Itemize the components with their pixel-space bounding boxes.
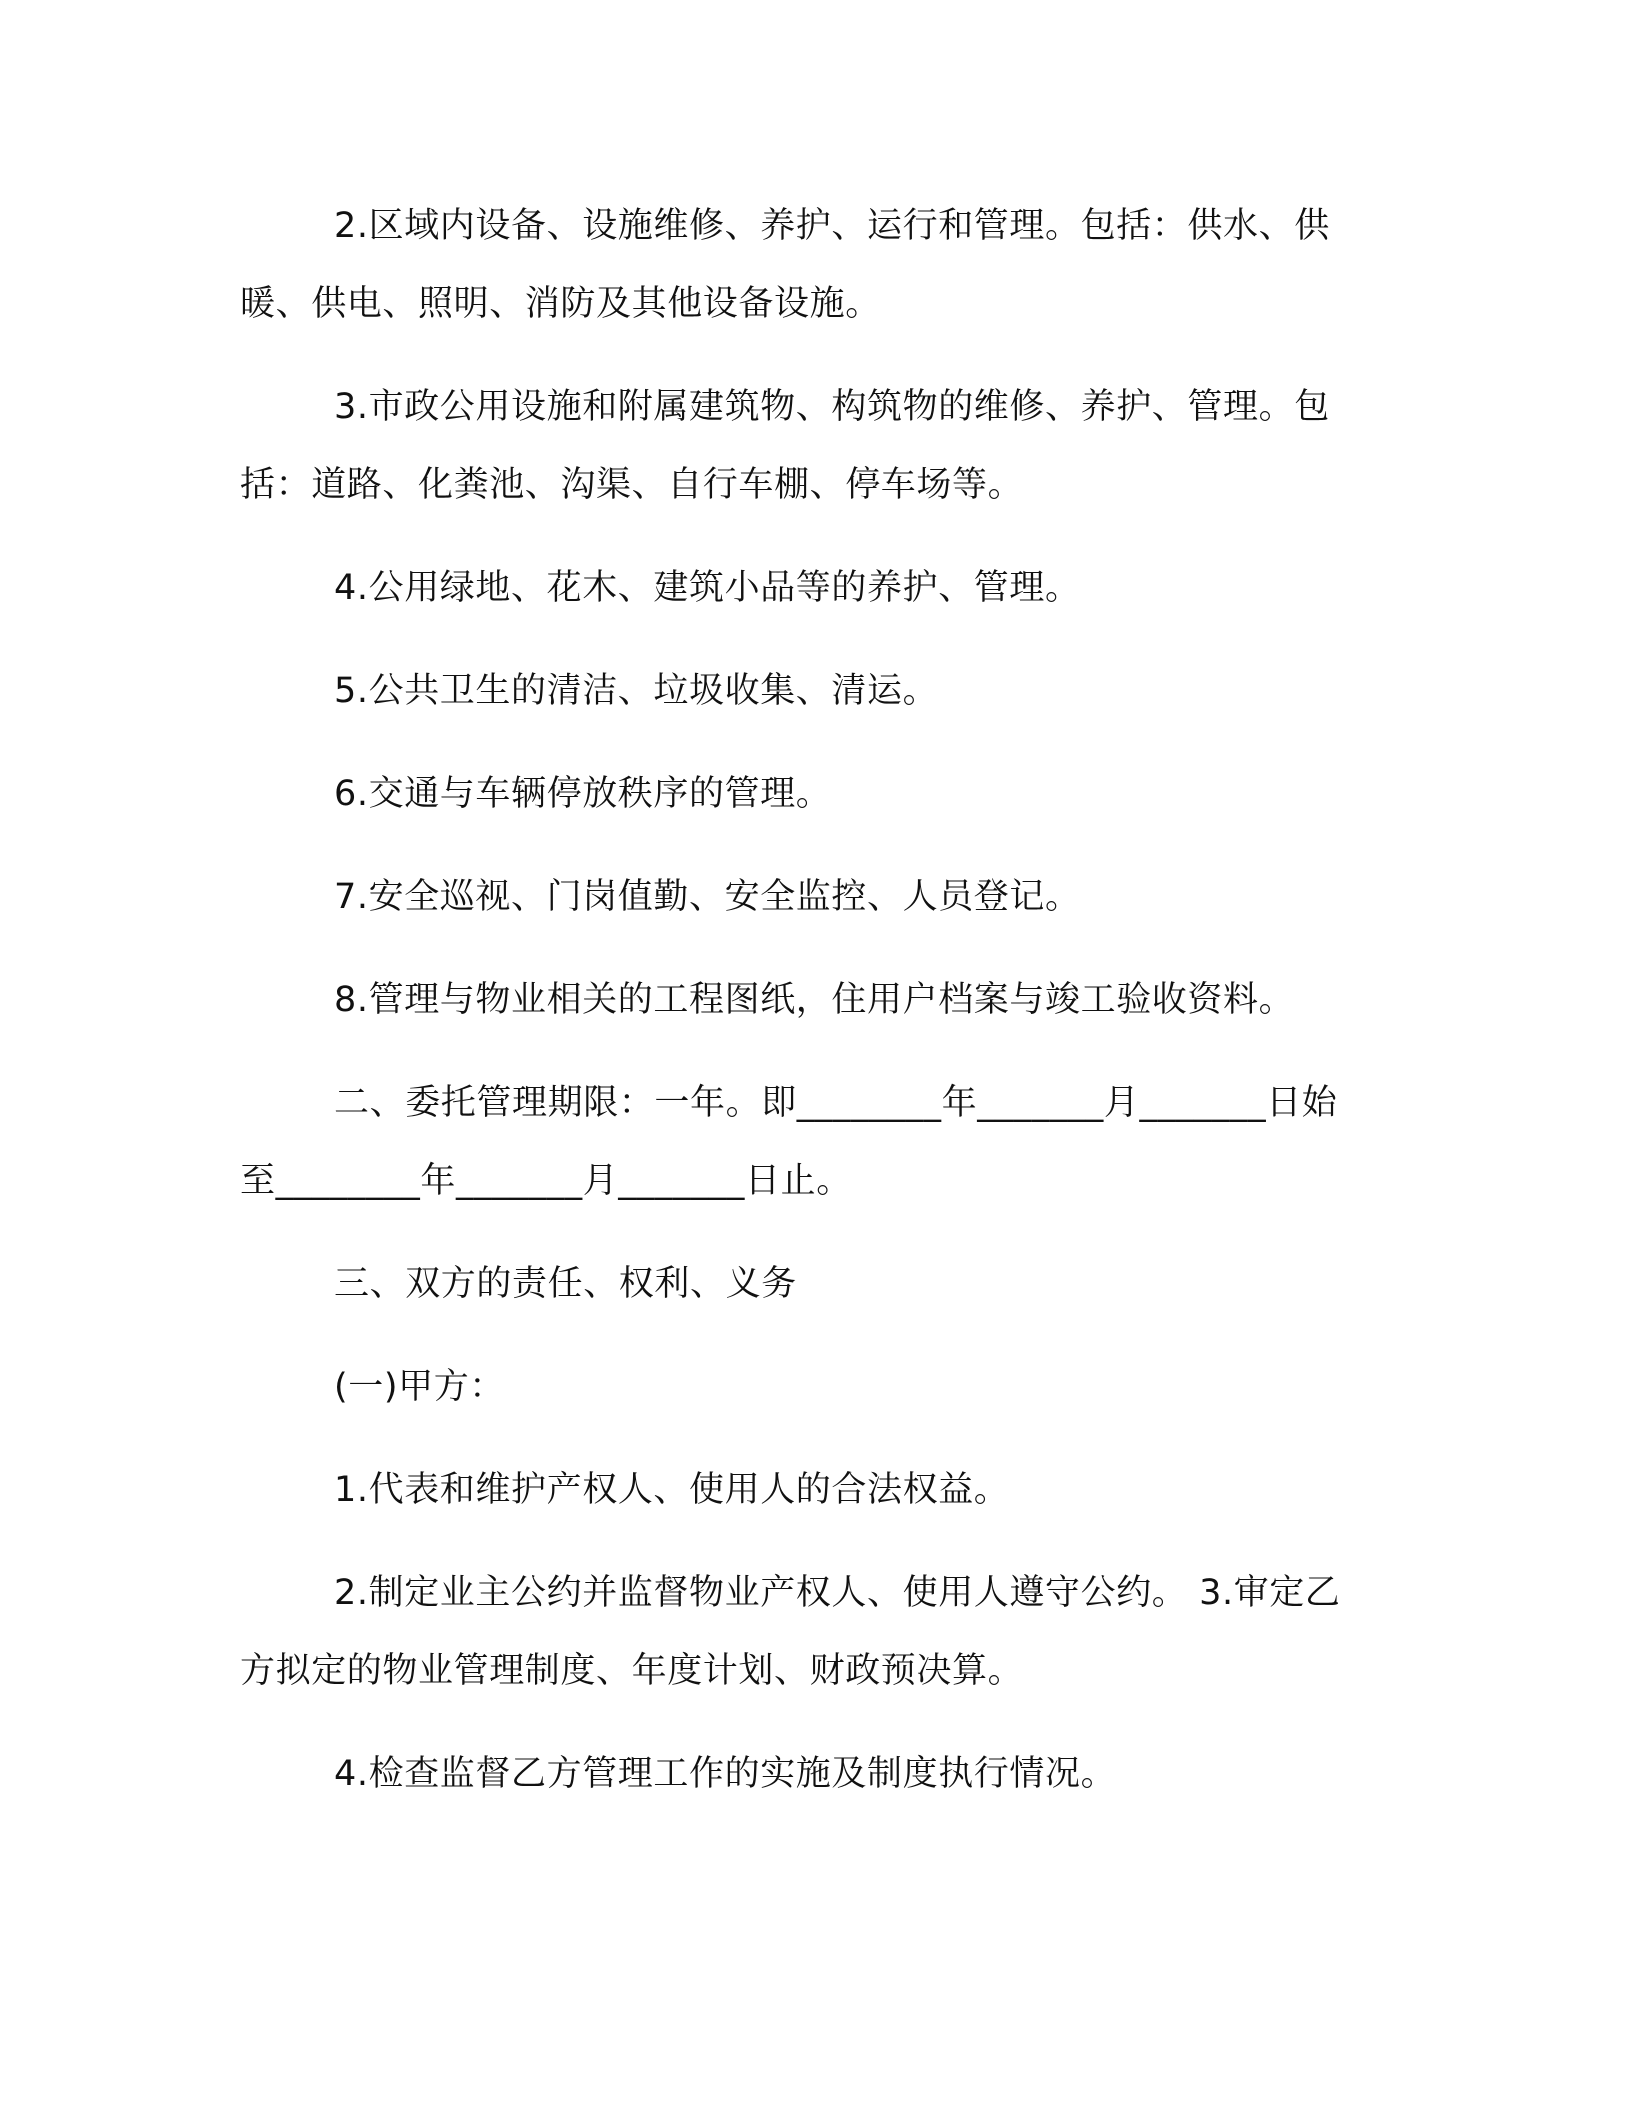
paragraph-item-6: 6.交通与车辆停放秩序的管理。 — [334, 774, 832, 814]
paragraph-item-3: 3.市政公用设施和附属建筑物、构筑物的维修、养护、管理。包括：道路、化粪池、沟渠、自行车棚、停车场等。 — [240, 387, 1330, 505]
section-entrust-period: 二、委托管理期限：一年。即________年_______月_______日始至________年_______月_______日止。 — [240, 1083, 1338, 1201]
party-a-item-2-3: 2.制定业主公约并监督物业产权人、使用人遵守公约。 3.审定乙方拟定的物业管理制度、年度计划、财政预决算。 — [240, 1573, 1341, 1691]
section-heading-responsibilities: 三、双方的责任、权利、义务 — [334, 1264, 797, 1304]
paragraph-item-4: 4.公用绿地、花木、建筑小品等的养护、管理。 — [334, 568, 1081, 608]
subsection-heading-party-a: (一)甲方： — [334, 1367, 505, 1407]
paragraph-item-5: 5.公共卫生的清洁、垃圾收集、清运。 — [334, 671, 939, 711]
document-body — [240, 187, 1372, 1838]
paragraph-item-8: 8.管理与物业相关的工程图纸，住用户档案与竣工验收资料。 — [334, 980, 1295, 1020]
party-a-item-1: 1.代表和维护产权人、使用人的合法权益。 — [334, 1470, 1010, 1510]
paragraph-item-2: 2.区域内设备、设施维修、养护、运行和管理。包括：供水、供暖、供电、照明、消防及其他设备设施。 — [240, 206, 1330, 324]
party-a-item-4: 4.检查监督乙方管理工作的实施及制度执行情况。 — [334, 1754, 1117, 1794]
paragraph-item-7: 7.安全巡视、门岗值勤、安全监控、人员登记。 — [334, 877, 1081, 917]
